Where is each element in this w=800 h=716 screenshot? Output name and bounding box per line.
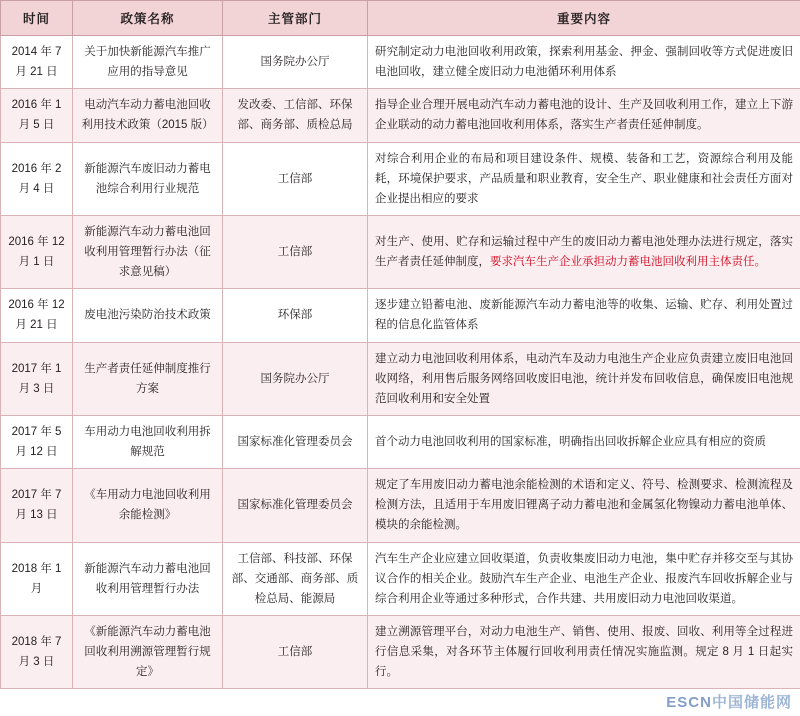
cell-time: 2016 年 12 月 21 日 — [1, 289, 73, 342]
cell-content: 研究制定动力电池回收利用政策，探索利用基金、押金、强制回收等方式促进废旧电池回收，建立健全废旧动力电池循环利用体系 — [368, 36, 800, 89]
cell-policy-name: 《新能源汽车动力蓄电池回收利用溯源管理暂行规定》 — [73, 615, 223, 688]
column-header-policy-name: 政策名称 — [73, 1, 223, 36]
cell-department: 国家标准化管理委员会 — [223, 469, 368, 542]
table-row — [1, 615, 800, 688]
cell-time: 2018 年 7 月 3 日 — [1, 615, 73, 688]
cell-time: 2018 年 1 月 — [1, 542, 73, 615]
cell-department: 国务院办公厅 — [223, 342, 368, 415]
watermark-prefix: ESCN — [666, 694, 712, 711]
cell-department: 工信部 — [223, 215, 368, 288]
cell-content: 指导企业合理开展电动汽车动力蓄电池的设计、生产及回收利用工作，建立上下游企业联动的动力蓄电池回收利用体系，落实生产者责任延伸制度。 — [368, 89, 800, 142]
cell-policy-name: 电动汽车动力蓄电池回收利用技术政策（2015 版） — [73, 89, 223, 142]
cell-department: 发改委、工信部、环保部、商务部、质检总局 — [223, 89, 368, 142]
cell-time: 2017 年 5 月 12 日 — [1, 415, 73, 468]
cell-policy-name: 关于加快新能源汽车推广应用的指导意见 — [73, 36, 223, 89]
table-row — [1, 289, 800, 342]
column-header-content: 重要内容 — [368, 1, 800, 36]
cell-policy-name: 车用动力电池回收利用拆解规范 — [73, 415, 223, 468]
cell-time: 2016 年 1 月 5 日 — [1, 89, 73, 142]
cell-content: 规定了车用废旧动力蓄电池余能检测的术语和定义、符号、检测要求、检测流程及检测方法，且适用于车用废旧锂离子动力蓄电池和金属氢化物镍动力蓄电池单体、模块的余能检测。 — [368, 469, 800, 542]
column-header-time: 时间 — [1, 1, 73, 36]
table-row — [1, 542, 800, 615]
table-row — [1, 415, 800, 468]
table-row — [1, 215, 800, 288]
cell-policy-name: 废电池污染防治技术政策 — [73, 289, 223, 342]
column-header-department: 主管部门 — [223, 1, 368, 36]
cell-time: 2016 年 12 月 1 日 — [1, 215, 73, 288]
cell-content: 逐步建立铅蓄电池、废新能源汽车动力蓄电池等的收集、运输、贮存、利用处置过程的信息化监管体系 — [368, 289, 800, 342]
cell-content — [368, 215, 800, 288]
cell-time: 2017 年 7 月 13 日 — [1, 469, 73, 542]
cell-time: 2017 年 1 月 3 日 — [1, 342, 73, 415]
table-row — [1, 142, 800, 215]
cell-time: 2016 年 2 月 4 日 — [1, 142, 73, 215]
cell-policy-name: 新能源汽车动力蓄电池回收利用管理暂行办法 — [73, 542, 223, 615]
cell-department: 工信部 — [223, 142, 368, 215]
cell-content: 建立溯源管理平台，对动力电池生产、销售、使用、报废、回收、利用等全过程进行信息采集，对各环节主体履行回收利用责任情况实施监测。规定 8 月 1 日起实行。 — [368, 615, 800, 688]
cell-department: 工信部、科技部、环保部、交通部、商务部、质检总局、能源局 — [223, 542, 368, 615]
table-row — [1, 342, 800, 415]
cell-policy-name: 《车用动力电池回收利用 余能检测》 — [73, 469, 223, 542]
table-row — [1, 36, 800, 89]
cell-department: 国务院办公厅 — [223, 36, 368, 89]
table-row — [1, 89, 800, 142]
table-body — [1, 36, 800, 689]
table-header — [1, 1, 800, 36]
cell-content: 对综合利用企业的布局和项目建设条件、规模、装备和工艺，资源综合利用及能耗，环境保护要求，产品质量和职业教育，安全生产、职业健康和社会责任方面对企业提出相应的要求 — [368, 142, 800, 215]
cell-policy-name: 生产者责任延伸制度推行方案 — [73, 342, 223, 415]
cell-time: 2014 年 7 月 21 日 — [1, 36, 73, 89]
cell-content: 汽车生产企业应建立回收渠道，负责收集废旧动力电池，集中贮存并移交至与其协议合作的相关企业。鼓励汽车生产企业、电池生产企业、报废汽车回收拆解企业与综合利用企业等通过多种形式，合作共建、共用废旧动力电池回收渠道。 — [368, 542, 800, 615]
watermark — [666, 691, 792, 712]
cell-department: 工信部 — [223, 615, 368, 688]
cell-department: 国家标准化管理委员会 — [223, 415, 368, 468]
cell-policy-name: 新能源汽车动力蓄电池回收利用管理暂行办法（征求意见稿） — [73, 215, 223, 288]
table-row — [1, 469, 800, 542]
table-header-row — [1, 1, 800, 36]
cell-content: 建立动力电池回收利用体系，电动汽车及动力电池生产企业应负责建立废旧电池回收网络，利用售后服务网络回收废旧电池，统计并发布回收信息，确保废旧电池规范回收利用和安全处置 — [368, 342, 800, 415]
cell-content: 首个动力电池回收利用的国家标准，明确指出回收拆解企业应具有相应的资质 — [368, 415, 800, 468]
watermark-suffix: 中国储能网 — [711, 694, 792, 711]
cell-department: 环保部 — [223, 289, 368, 342]
content-text-highlight: 要求汽车生产企业承担动力蓄电池回收利用主体责任。 — [490, 256, 766, 269]
content-text-plain: 对生产、使用、贮存和运输过程中产生的废旧动力蓄电池处理办法进行规定，落实生产者责任延伸制度， — [375, 235, 793, 269]
cell-policy-name: 新能源汽车废旧动力蓄电池综合利用行业规范 — [73, 142, 223, 215]
